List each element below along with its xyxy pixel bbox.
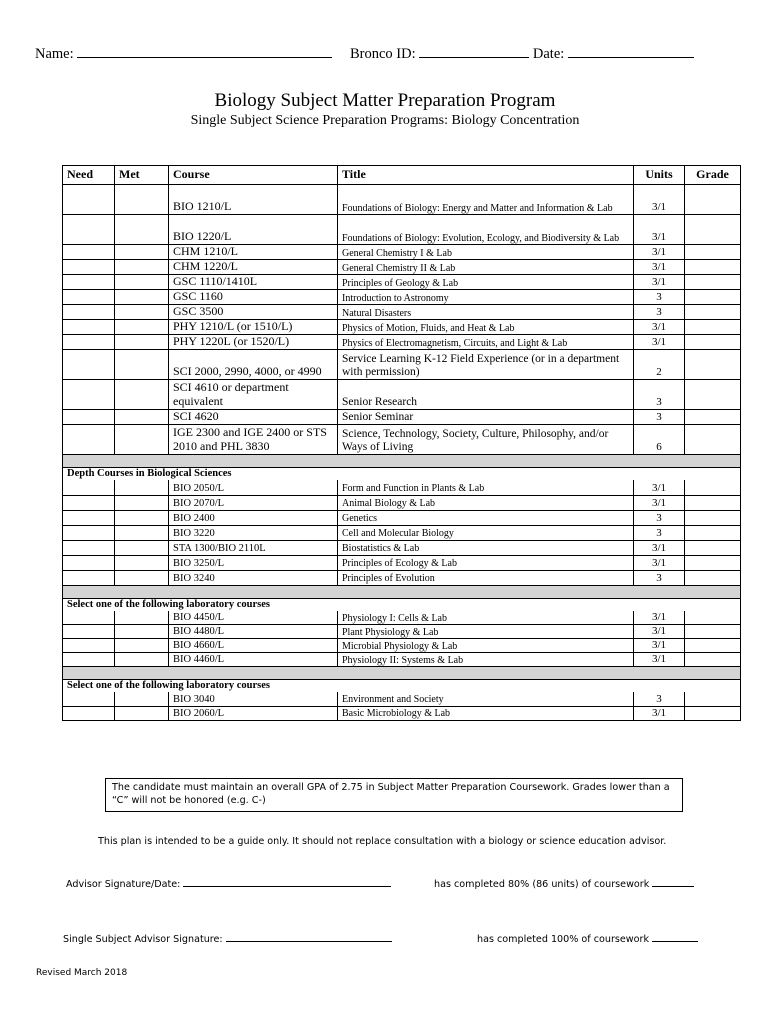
course-cell: SCI 4620 [169, 410, 338, 425]
table-row [63, 260, 741, 275]
course-cell: PHY 1210/L (or 1510/L) [169, 320, 338, 335]
course-cell: BIO 1220/L [169, 215, 338, 245]
course-cell: IGE 2300 and IGE 2400 or STS 2010 and PHL 3830 [169, 425, 338, 455]
header-met: Met [115, 166, 169, 185]
units-cell: 3/1 [634, 639, 685, 653]
advisor-signature-group [66, 877, 391, 890]
grade-cell[interactable] [685, 335, 741, 350]
table-row [63, 540, 741, 555]
units-cell: 3/1 [634, 540, 685, 555]
single-subject-signature-line[interactable] [226, 932, 392, 942]
met-cell[interactable] [115, 570, 169, 585]
grade-cell[interactable] [685, 275, 741, 290]
grade-cell[interactable] [685, 290, 741, 305]
course-cell: BIO 3040 [169, 692, 338, 706]
grade-cell[interactable] [685, 510, 741, 525]
table-row [63, 215, 741, 245]
grade-cell[interactable] [685, 540, 741, 555]
units-cell: 3 [634, 570, 685, 585]
met-cell[interactable] [115, 692, 169, 706]
table-separator [63, 455, 741, 468]
units-cell: 3 [634, 692, 685, 706]
met-cell[interactable] [115, 510, 169, 525]
date-label: Date: [532, 46, 565, 62]
single-subject-signature-group [63, 932, 392, 945]
course-cell: GSC 3500 [169, 305, 338, 320]
date-line[interactable] [568, 45, 694, 58]
course-cell: BIO 4660/L [169, 639, 338, 653]
bronco-id-line[interactable] [419, 45, 529, 58]
units-cell: 3 [634, 290, 685, 305]
grade-cell[interactable] [685, 625, 741, 639]
table-row [63, 653, 741, 667]
table-row [63, 525, 741, 540]
course-cell: BIO 3250/L [169, 555, 338, 570]
units-cell: 3/1 [634, 320, 685, 335]
met-cell[interactable] [115, 540, 169, 555]
units-cell: 3/1 [634, 215, 685, 245]
met-cell[interactable] [115, 625, 169, 639]
title-cell: Introduction to Astronomy [338, 290, 634, 305]
table-row [63, 410, 741, 425]
met-cell[interactable] [115, 185, 169, 215]
units-cell: 3/1 [634, 275, 685, 290]
met-cell[interactable] [115, 425, 169, 455]
table-row [63, 555, 741, 570]
need-cell[interactable] [63, 540, 115, 555]
met-cell[interactable] [115, 495, 169, 510]
title-cell: Physics of Electromagnetism, Circuits, and Light & Lab [338, 335, 634, 350]
units-cell: 3/1 [634, 335, 685, 350]
course-cell: STA 1300/BIO 2110L [169, 540, 338, 555]
course-cell: CHM 1220/L [169, 260, 338, 275]
table-row [63, 625, 741, 639]
title-cell: General Chemistry II & Lab [338, 260, 634, 275]
need-cell[interactable] [63, 692, 115, 706]
need-cell[interactable] [63, 410, 115, 425]
met-cell[interactable] [115, 260, 169, 275]
title-cell: Principles of Ecology & Lab [338, 555, 634, 570]
met-cell[interactable] [115, 320, 169, 335]
header-units: Units [634, 166, 685, 185]
grade-cell[interactable] [685, 480, 741, 495]
title-cell: Microbial Physiology & Lab [338, 639, 634, 653]
units-cell: 3 [634, 525, 685, 540]
need-cell[interactable] [63, 495, 115, 510]
need-cell[interactable] [63, 335, 115, 350]
table-row [63, 350, 741, 380]
course-table [62, 165, 741, 721]
met-cell[interactable] [115, 275, 169, 290]
units-cell: 3/1 [634, 185, 685, 215]
course-cell: BIO 4450/L [169, 611, 338, 625]
need-cell[interactable] [63, 510, 115, 525]
name-field-group [35, 45, 332, 63]
grade-cell[interactable] [685, 320, 741, 335]
table-row [63, 570, 741, 585]
title-cell: Service Learning K-12 Field Experience (or in a department with permission) [338, 350, 634, 380]
course-cell: BIO 2070/L [169, 495, 338, 510]
table-row [63, 611, 741, 625]
met-cell[interactable] [115, 305, 169, 320]
title-cell: Plant Physiology & Lab [338, 625, 634, 639]
bronco-id-label: Bronco ID: [350, 46, 416, 62]
title-cell: Principles of Geology & Lab [338, 275, 634, 290]
table-row [63, 639, 741, 653]
grade-cell[interactable] [685, 653, 741, 667]
title-cell: Animal Biology & Lab [338, 495, 634, 510]
completed-80-line[interactable] [652, 877, 694, 887]
table-header-row [63, 166, 741, 185]
gpa-note-box: The candidate must maintain an overall GPA of 2.75 in Subject Matter Preparation Coursework. Grades lower than a “C” will not be honored (e.g. C-) [105, 778, 683, 812]
grade-cell[interactable] [685, 611, 741, 625]
course-cell: SCI 2000, 2990, 4000, or 4990 [169, 350, 338, 380]
table-row [63, 320, 741, 335]
units-cell: 3/1 [634, 245, 685, 260]
completed-100-label: has completed 100% of coursework [477, 934, 650, 945]
title-cell: Environment and Society [338, 692, 634, 706]
course-cell: BIO 3220 [169, 525, 338, 540]
grade-cell[interactable] [685, 425, 741, 455]
title-cell: Form and Function in Plants & Lab [338, 480, 634, 495]
grade-cell[interactable] [685, 570, 741, 585]
single-subject-signature-label: Single Subject Advisor Signature: [63, 934, 223, 945]
units-cell: 3/1 [634, 706, 685, 720]
title-cell: Principles of Evolution [338, 570, 634, 585]
bronco-id-field-group [350, 45, 694, 63]
need-cell[interactable] [63, 350, 115, 380]
need-cell[interactable] [63, 555, 115, 570]
met-cell[interactable] [115, 611, 169, 625]
course-cell: BIO 4460/L [169, 653, 338, 667]
grade-cell[interactable] [685, 692, 741, 706]
table-row [63, 510, 741, 525]
need-cell[interactable] [63, 480, 115, 495]
units-cell: 2 [634, 350, 685, 380]
depth-heading: Depth Courses in Biological Sciences [63, 468, 741, 481]
need-cell[interactable] [63, 320, 115, 335]
header-grade: Grade [685, 166, 741, 185]
need-cell[interactable] [63, 611, 115, 625]
title-cell: Physiology I: Cells & Lab [338, 611, 634, 625]
met-cell[interactable] [115, 335, 169, 350]
table-separator [63, 667, 741, 680]
title-cell: Natural Disasters [338, 305, 634, 320]
table-row [63, 185, 741, 215]
met-cell[interactable] [115, 480, 169, 495]
course-cell: GSC 1110/1410L [169, 275, 338, 290]
units-cell: 3 [634, 510, 685, 525]
table-row [63, 692, 741, 706]
units-cell: 3/1 [634, 653, 685, 667]
course-cell: CHM 1210/L [169, 245, 338, 260]
need-cell[interactable] [63, 425, 115, 455]
units-cell: 3/1 [634, 480, 685, 495]
course-cell: BIO 1210/L [169, 185, 338, 215]
revision-footer: Revised March 2018 [36, 968, 128, 978]
course-cell: BIO 2400 [169, 510, 338, 525]
grade-cell[interactable] [685, 305, 741, 320]
name-line[interactable] [77, 45, 332, 58]
title-cell: Foundations of Biology: Evolution, Ecology, and Biodiversity & Lab [338, 215, 634, 245]
units-cell: 3 [634, 410, 685, 425]
title-cell: Senior Research [338, 380, 634, 410]
advisor-signature-line[interactable] [183, 877, 391, 887]
table-row [63, 380, 741, 410]
grade-cell[interactable] [685, 639, 741, 653]
need-cell[interactable] [63, 245, 115, 260]
need-cell[interactable] [63, 570, 115, 585]
title-cell: Genetics [338, 510, 634, 525]
advisor-signature-label: Advisor Signature/Date: [66, 879, 181, 890]
course-cell: BIO 3240 [169, 570, 338, 585]
course-cell: BIO 2060/L [169, 706, 338, 720]
met-cell[interactable] [115, 380, 169, 410]
completed-100-line[interactable] [652, 932, 698, 942]
table-row [63, 425, 741, 455]
course-cell: BIO 2050/L [169, 480, 338, 495]
table-row [63, 305, 741, 320]
units-cell: 3/1 [634, 495, 685, 510]
course-cell: BIO 4480/L [169, 625, 338, 639]
need-cell[interactable] [63, 380, 115, 410]
section-heading-row [63, 598, 741, 611]
grade-cell[interactable] [685, 260, 741, 275]
units-cell: 3/1 [634, 611, 685, 625]
need-cell[interactable] [63, 260, 115, 275]
page-title: Biology Subject Matter Preparation Program [214, 90, 556, 111]
title-cell: Basic Microbiology & Lab [338, 706, 634, 720]
met-cell[interactable] [115, 410, 169, 425]
need-cell[interactable] [63, 706, 115, 720]
table-row [63, 335, 741, 350]
title-cell: Physiology II: Systems & Lab [338, 653, 634, 667]
need-cell[interactable] [63, 305, 115, 320]
title-cell: Physics of Motion, Fluids, and Heat & Lab [338, 320, 634, 335]
met-cell[interactable] [115, 706, 169, 720]
need-cell[interactable] [63, 639, 115, 653]
met-cell[interactable] [115, 639, 169, 653]
units-cell: 3/1 [634, 625, 685, 639]
grade-cell[interactable] [685, 245, 741, 260]
units-cell: 3/1 [634, 260, 685, 275]
section-heading-row [63, 680, 741, 693]
title-cell: Foundations of Biology: Energy and Matter and Information & Lab [338, 185, 634, 215]
table-row [63, 495, 741, 510]
need-cell[interactable] [63, 290, 115, 305]
header-need: Need [63, 166, 115, 185]
title-cell: Science, Technology, Society, Culture, Philosophy, and/or Ways of Living [338, 425, 634, 455]
need-cell[interactable] [63, 653, 115, 667]
met-cell[interactable] [115, 245, 169, 260]
completed-80-group [434, 877, 694, 890]
table-row [63, 480, 741, 495]
title-cell: General Chemistry I & Lab [338, 245, 634, 260]
grade-cell[interactable] [685, 525, 741, 540]
course-cell: PHY 1220L (or 1520/L) [169, 335, 338, 350]
met-cell[interactable] [115, 350, 169, 380]
title-cell: Biostatistics & Lab [338, 540, 634, 555]
header-title: Title [338, 166, 634, 185]
met-cell[interactable] [115, 525, 169, 540]
completed-80-label: has completed 80% (86 units) of coursework [434, 879, 650, 890]
title-cell: Senior Seminar [338, 410, 634, 425]
section-heading-row [63, 468, 741, 481]
completed-100-group [477, 932, 698, 945]
page-subtitle: Single Subject Science Preparation Programs: Biology Concentration [190, 113, 580, 128]
grade-cell[interactable] [685, 410, 741, 425]
name-label: Name: [35, 46, 74, 62]
grade-cell[interactable] [685, 350, 741, 380]
met-cell[interactable] [115, 555, 169, 570]
met-cell[interactable] [115, 290, 169, 305]
title-cell: Cell and Molecular Biology [338, 525, 634, 540]
need-cell[interactable] [63, 185, 115, 215]
course-cell: SCI 4610 or department equivalent [169, 380, 338, 410]
units-cell: 3/1 [634, 555, 685, 570]
need-cell[interactable] [63, 525, 115, 540]
table-row [63, 275, 741, 290]
guide-note: This plan is intended to be a guide only. It should not replace consultation with a biology or science education advisor. [98, 836, 667, 847]
grade-cell[interactable] [685, 495, 741, 510]
lab2-heading: Select one of the following laboratory courses [63, 680, 741, 693]
need-cell[interactable] [63, 275, 115, 290]
units-cell: 3 [634, 380, 685, 410]
header-course: Course [169, 166, 338, 185]
need-cell[interactable] [63, 215, 115, 245]
units-cell: 3 [634, 305, 685, 320]
grade-cell[interactable] [685, 706, 741, 720]
course-cell: GSC 1160 [169, 290, 338, 305]
grade-cell[interactable] [685, 215, 741, 245]
grade-cell[interactable] [685, 185, 741, 215]
table-separator [63, 585, 741, 598]
lab1-heading: Select one of the following laboratory courses [63, 598, 741, 611]
units-cell: 6 [634, 425, 685, 455]
need-cell[interactable] [63, 625, 115, 639]
table-row [63, 290, 741, 305]
grade-cell[interactable] [685, 380, 741, 410]
met-cell[interactable] [115, 653, 169, 667]
table-row [63, 706, 741, 720]
grade-cell[interactable] [685, 555, 741, 570]
table-row [63, 245, 741, 260]
met-cell[interactable] [115, 215, 169, 245]
